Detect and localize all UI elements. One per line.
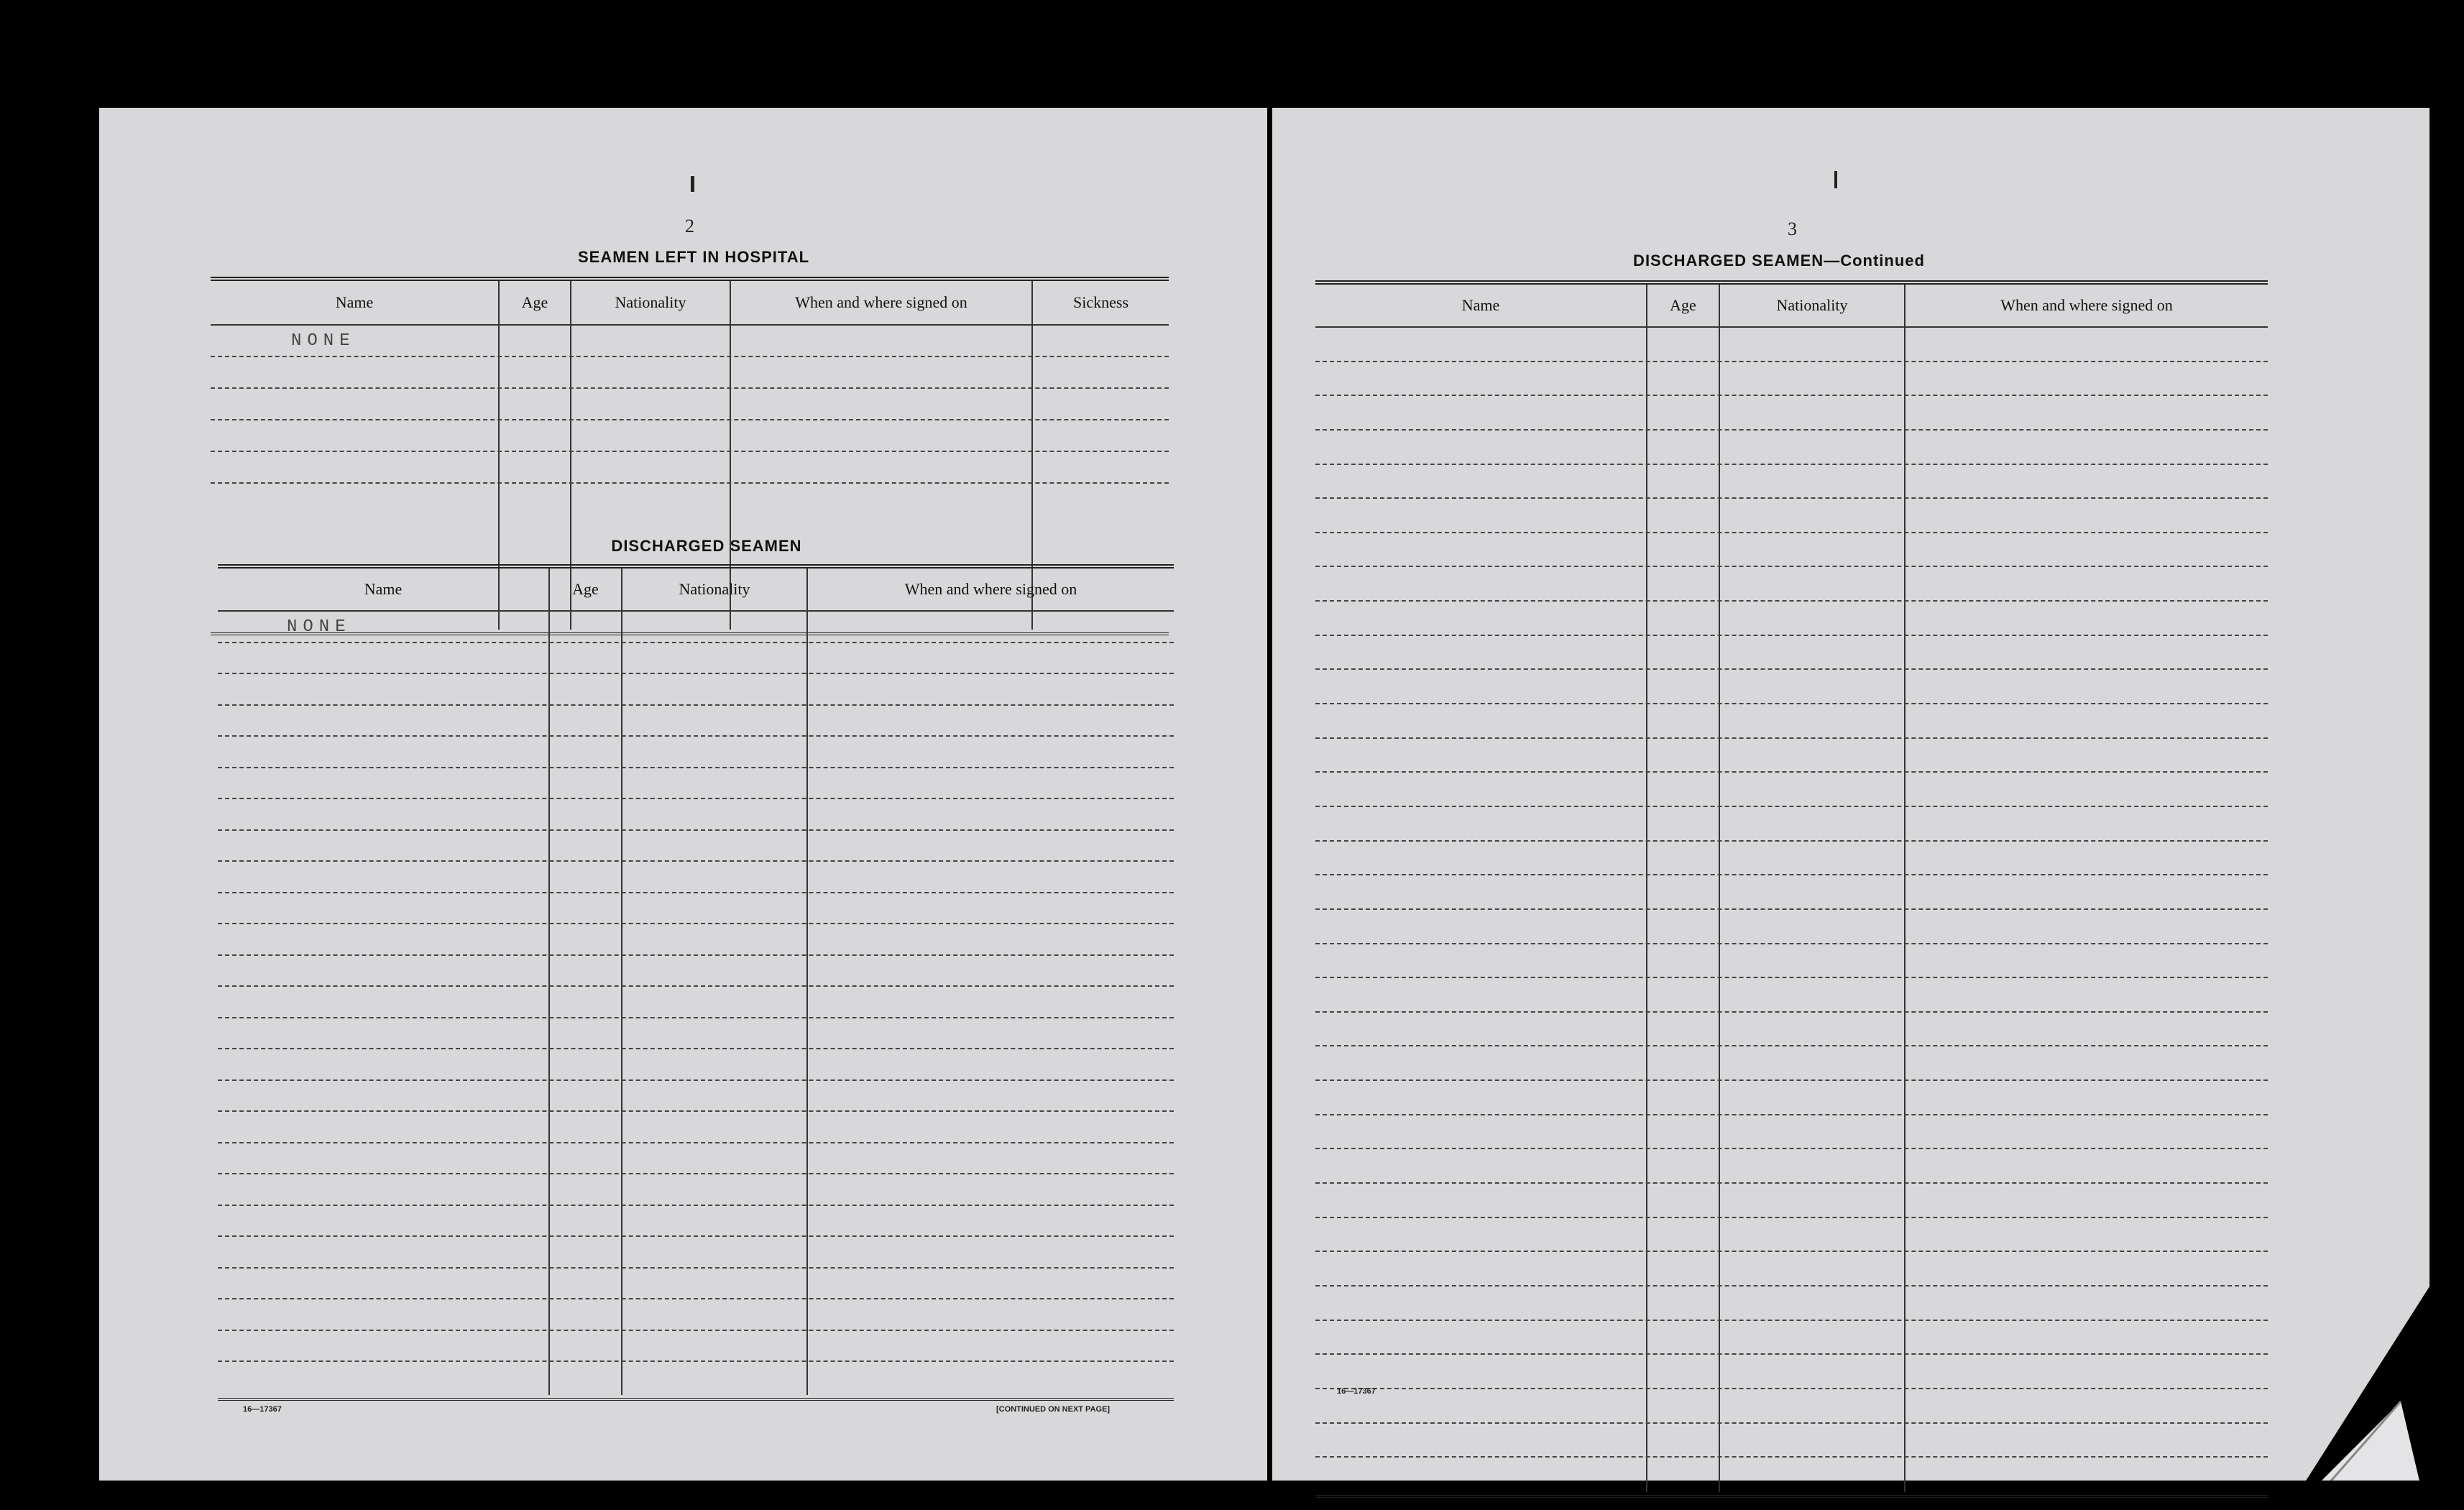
table-row [218, 1049, 1174, 1081]
table-row [1315, 704, 2268, 739]
continued-note: [CONTINUED ON NEXT PAGE] [996, 1405, 1111, 1414]
table-row [211, 420, 1169, 452]
table-row [218, 862, 1174, 893]
table-row [218, 1112, 1174, 1143]
discharged-table [218, 564, 1174, 1395]
table-row [218, 1299, 1174, 1331]
discharged-rows [218, 612, 1174, 1395]
discharged-col-name: Name [364, 580, 403, 598]
table-row [1315, 842, 2268, 876]
table-row [211, 484, 1169, 515]
table-row [218, 1269, 1174, 1300]
table-row [218, 893, 1174, 925]
table-row [1315, 978, 2268, 1013]
table-row [1315, 944, 2268, 979]
discharged-col-age: Age [572, 580, 599, 598]
discharged-col-nationality: Nationality [679, 580, 750, 598]
typed-entry: NONE [291, 331, 356, 351]
table-row [1315, 1252, 2268, 1286]
table-row [1315, 1013, 2268, 1047]
table-row [218, 1174, 1174, 1206]
table-row [218, 924, 1174, 956]
table-row [218, 1362, 1174, 1394]
table-row [211, 357, 1169, 389]
table-row [1315, 1321, 2268, 1355]
table-row [1315, 636, 2268, 671]
form-number-right: 16—17367 [1337, 1387, 1376, 1396]
hospital-table-title: SEAMEN LEFT IN HOSPITAL [577, 248, 810, 266]
discharged-table-header [218, 568, 1174, 612]
table-row [218, 987, 1174, 1018]
table-row [1315, 739, 2268, 773]
hospital-table-header [211, 281, 1169, 326]
table-row [218, 1143, 1174, 1175]
table-row [1315, 875, 2268, 910]
continued-rows [1315, 328, 2268, 1492]
typed-entry: NONE [287, 617, 351, 637]
hospital-col-nationality: Nationality [615, 293, 686, 311]
discharged-col-signed-on: When and where signed on [904, 580, 1077, 598]
table-row [218, 831, 1174, 862]
table-row [211, 326, 1169, 357]
table-row [211, 389, 1169, 420]
table-row [1315, 1286, 2268, 1321]
right-page [1272, 108, 2429, 1481]
table-row [218, 1018, 1174, 1050]
hospital-col-name: Name [335, 293, 374, 311]
table-row [1315, 431, 2268, 465]
table-row [1315, 807, 2268, 842]
table-row [1315, 1081, 2268, 1115]
table-row [218, 799, 1174, 831]
discharged-table-title: DISCHARGED SEAMEN [611, 537, 802, 555]
table-row [1315, 362, 2268, 397]
folded-corner [2279, 1286, 2429, 1481]
table-row [1315, 1424, 2268, 1458]
hospital-col-sickness: Sickness [1073, 293, 1128, 311]
continued-col-age: Age [1670, 296, 1696, 314]
table-row [1315, 1115, 2268, 1150]
discharged-continued-title: DISCHARGED SEAMEN—Continued [1633, 252, 1925, 270]
table-row [1315, 910, 2268, 944]
hospital-col-signed-on: When and where signed on [795, 293, 967, 311]
continued-col-nationality: Nationality [1776, 296, 1848, 314]
ink-mark [1834, 171, 1837, 188]
table-row [1315, 602, 2268, 636]
table-row [1315, 670, 2268, 704]
table-row [1315, 773, 2268, 807]
table-row [1315, 1389, 2268, 1424]
table-row [1315, 1184, 2268, 1218]
table-row [218, 737, 1174, 768]
page-number-left: 2 [685, 216, 694, 236]
left-page [99, 108, 1267, 1481]
table-row [218, 612, 1174, 643]
table-row [1315, 533, 2268, 568]
table-row [1315, 1218, 2268, 1253]
table-row [1315, 1149, 2268, 1184]
ink-mark [691, 176, 694, 192]
form-number-left: 16—17367 [243, 1405, 282, 1414]
continued-col-name: Name [1461, 296, 1500, 314]
table-row [1315, 1355, 2268, 1389]
table-row [218, 674, 1174, 706]
discharged-continued-table [1315, 280, 2268, 1492]
continued-col-signed-on: When and where signed on [2000, 296, 2173, 314]
table-row [1315, 328, 2268, 362]
table-row [218, 1081, 1174, 1113]
table-row [218, 643, 1174, 675]
table-bottom-rule [1315, 1495, 2268, 1498]
table-bottom-rule [218, 1398, 1174, 1401]
table-row [218, 1206, 1174, 1238]
table-row [218, 768, 1174, 800]
hospital-col-age: Age [521, 293, 548, 311]
table-row [218, 1331, 1174, 1363]
table-row [1315, 396, 2268, 431]
table-row [1315, 499, 2268, 533]
table-row [218, 1237, 1174, 1269]
table-row [1315, 465, 2268, 500]
table-row [211, 452, 1169, 484]
table-row [1315, 567, 2268, 602]
table-row [218, 956, 1174, 988]
table-row [1315, 1458, 2268, 1492]
page-number-right: 3 [1788, 218, 1797, 239]
discharged-continued-header [1315, 285, 2268, 328]
table-row [1315, 1046, 2268, 1081]
table-row [218, 706, 1174, 737]
